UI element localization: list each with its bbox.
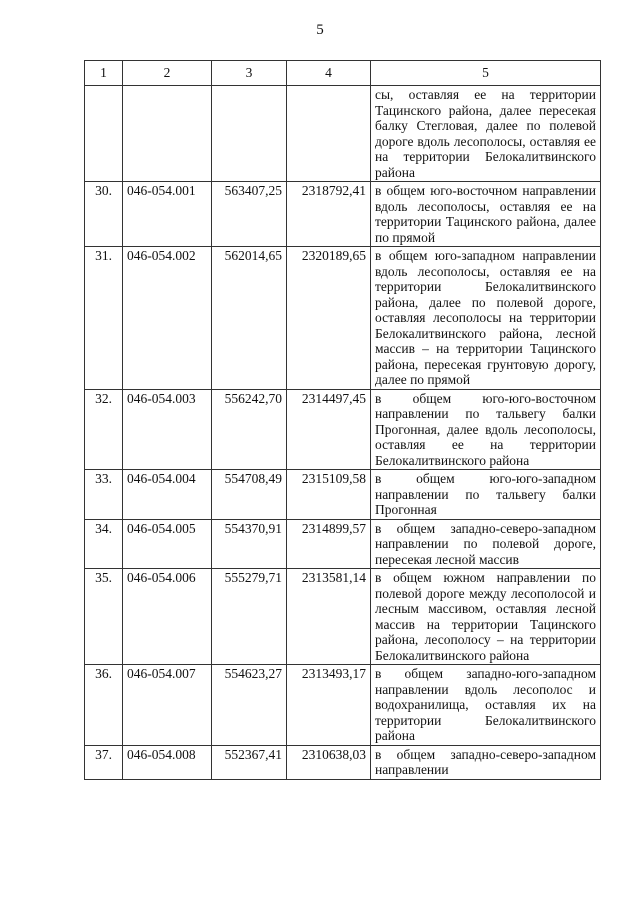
point-code: 046-054.005 — [123, 519, 212, 569]
coordinate-x: 562014,65 — [212, 247, 287, 390]
table-row — [85, 665, 601, 746]
row-number: 30. — [85, 182, 123, 247]
column-header-5: 5 — [371, 61, 601, 86]
column-header-2: 2 — [123, 61, 212, 86]
boundary-description: в общем юго-западном направлении вдоль лесополосы, оставляя ее на территории Белокалитвинского района, далее по полевой дороге, оставляя лесополосы на территории Белокалитвинского района, лесной массив – на территории Тацинского района, пересекая грунтовую дорогу, далее по прямой — [371, 247, 601, 390]
table-row — [85, 182, 601, 247]
coordinate-x: 552367,41 — [212, 745, 287, 779]
table-row — [85, 247, 601, 390]
point-code: 046-054.003 — [123, 389, 212, 470]
table-row — [85, 519, 601, 569]
coordinate-y: 2313493,17 — [287, 665, 371, 746]
point-code: 046-054.004 — [123, 470, 212, 520]
point-code: 046-054.008 — [123, 745, 212, 779]
coordinate-y: 2313581,14 — [287, 569, 371, 665]
column-header-4: 4 — [287, 61, 371, 86]
boundary-description: в общем юго-восточном направлении вдоль лесополосы, оставляя ее на территории Тацинского района, далее по прямой — [371, 182, 601, 247]
coordinate-x: 554370,91 — [212, 519, 287, 569]
table-row — [85, 389, 601, 470]
coordinate-x: 554623,27 — [212, 665, 287, 746]
coordinate-y: 2320189,65 — [287, 247, 371, 390]
coordinate-y — [287, 86, 371, 182]
coordinate-y: 2314497,45 — [287, 389, 371, 470]
table-header-row — [85, 61, 601, 86]
table-row — [85, 470, 601, 520]
coordinate-y: 2314899,57 — [287, 519, 371, 569]
coordinate-x: 563407,25 — [212, 182, 287, 247]
boundary-description: в общем западно-северо-западном направлении — [371, 745, 601, 779]
row-number: 36. — [85, 665, 123, 746]
boundary-table — [84, 60, 601, 780]
row-number: 33. — [85, 470, 123, 520]
coordinate-x — [212, 86, 287, 182]
coordinate-y: 2310638,03 — [287, 745, 371, 779]
point-code: 046-054.007 — [123, 665, 212, 746]
point-code: 046-054.002 — [123, 247, 212, 390]
row-number — [85, 86, 123, 182]
row-number: 37. — [85, 745, 123, 779]
coordinate-x: 554708,49 — [212, 470, 287, 520]
coordinate-x: 555279,71 — [212, 569, 287, 665]
coordinate-y: 2318792,41 — [287, 182, 371, 247]
boundary-description: в общем западно-юго-западном направлении вдоль лесополос и водохранилища, оставляя их на территории Белокалитвинского района — [371, 665, 601, 746]
table-row — [85, 745, 601, 779]
page-number: 5 — [316, 22, 324, 38]
boundary-description: в общем южном направлении по полевой дороге между лесополосой и лесным массивом, оставляя лесной массив на территории Тацинского района, лесополосу – на территории Белокалитвинского района — [371, 569, 601, 665]
row-number: 32. — [85, 389, 123, 470]
point-code: 046-054.006 — [123, 569, 212, 665]
column-header-1: 1 — [85, 61, 123, 86]
coordinate-x: 556242,70 — [212, 389, 287, 470]
point-code: 046-054.001 — [123, 182, 212, 247]
column-header-3: 3 — [212, 61, 287, 86]
boundary-description: в общем юго-юго-западном направлении по тальвегу балки Прогонная — [371, 470, 601, 520]
row-number: 31. — [85, 247, 123, 390]
boundary-description: в общем юго-юго-восточном направлении по тальвегу балки Прогонная, далее вдоль лесополосы, оставляя ее на территории Белокалитвинского района — [371, 389, 601, 470]
boundary-description: в общем западно-северо-западном направлении по полевой дороге, пересекая лесной массив — [371, 519, 601, 569]
row-number: 35. — [85, 569, 123, 665]
row-number: 34. — [85, 519, 123, 569]
table-row — [85, 86, 601, 182]
coordinate-y: 2315109,58 — [287, 470, 371, 520]
point-code — [123, 86, 212, 182]
boundary-description: сы, оставляя ее на территории Тацинского района, далее пересекая балку Стегловая, далее по полевой дороге вдоль лесополосы, оставляя ее на территории Белокалитвинского района — [371, 86, 601, 182]
table-row — [85, 569, 601, 665]
